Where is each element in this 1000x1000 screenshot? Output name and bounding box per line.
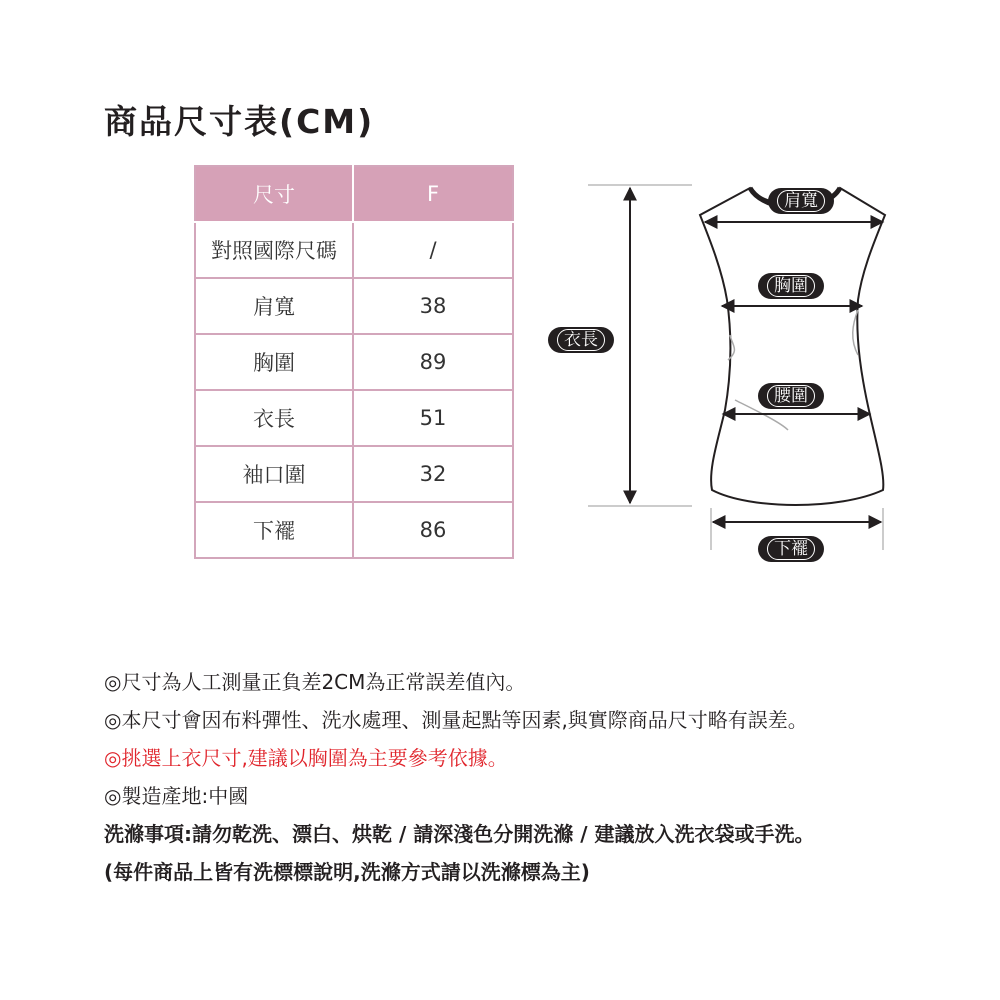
note-fit-advice: ◎挑選上衣尺寸,建議以胸圍為主要參考依據。 [104, 746, 508, 770]
shoulder-label: 肩寬 [768, 188, 834, 214]
hem-label: 下襬 [758, 536, 824, 562]
table-cell-label: 對照國際尺碼 [195, 222, 353, 278]
garment-diagram [540, 170, 900, 570]
table-cell-value: 32 [353, 446, 513, 502]
table-row [195, 334, 513, 390]
chest-label: 胸圍 [758, 273, 824, 299]
note-washing: 洗滌事項:請勿乾洗、漂白、烘乾 / 請深淺色分開洗滌 / 建議放入洗衣袋或手洗。 [104, 822, 815, 846]
table-cell-value: 51 [353, 390, 513, 446]
page-title: 商品尺寸表(CM) [104, 102, 375, 141]
table-header-row [195, 166, 513, 222]
table-row [195, 390, 513, 446]
table-cell-label: 下襬 [195, 502, 353, 558]
note-tolerance: ◎尺寸為人工測量正負差2CM為正常誤差值內。 [104, 670, 526, 694]
table-cell-label: 肩寬 [195, 278, 353, 334]
table-row [195, 278, 513, 334]
garment-outline [700, 188, 885, 505]
tank-top-illustration [540, 170, 900, 570]
table-row [195, 222, 513, 278]
table-cell-value: / [353, 222, 513, 278]
table-cell-label: 胸圍 [195, 334, 353, 390]
table-header-cell: 尺寸 [195, 166, 353, 222]
length-label: 衣長 [548, 327, 614, 353]
table-row [195, 502, 513, 558]
table-cell-value: 86 [353, 502, 513, 558]
table-cell-value: 38 [353, 278, 513, 334]
notes-section [104, 663, 984, 891]
waist-label: 腰圍 [758, 383, 824, 409]
note-care-label: (每件商品上皆有洗標標說明,洗滌方式請以洗滌標為主) [104, 860, 590, 884]
table-cell-label: 袖口圍 [195, 446, 353, 502]
table-row [195, 446, 513, 502]
table-cell-label: 衣長 [195, 390, 353, 446]
table-cell-value: 89 [353, 334, 513, 390]
table-header-cell: F [353, 166, 513, 222]
note-variance: ◎本尺寸會因布料彈性、洗水處理、測量起點等因素,與實際商品尺寸略有誤差。 [104, 708, 808, 732]
size-table [194, 165, 514, 559]
note-origin: ◎製造產地:中國 [104, 784, 249, 808]
